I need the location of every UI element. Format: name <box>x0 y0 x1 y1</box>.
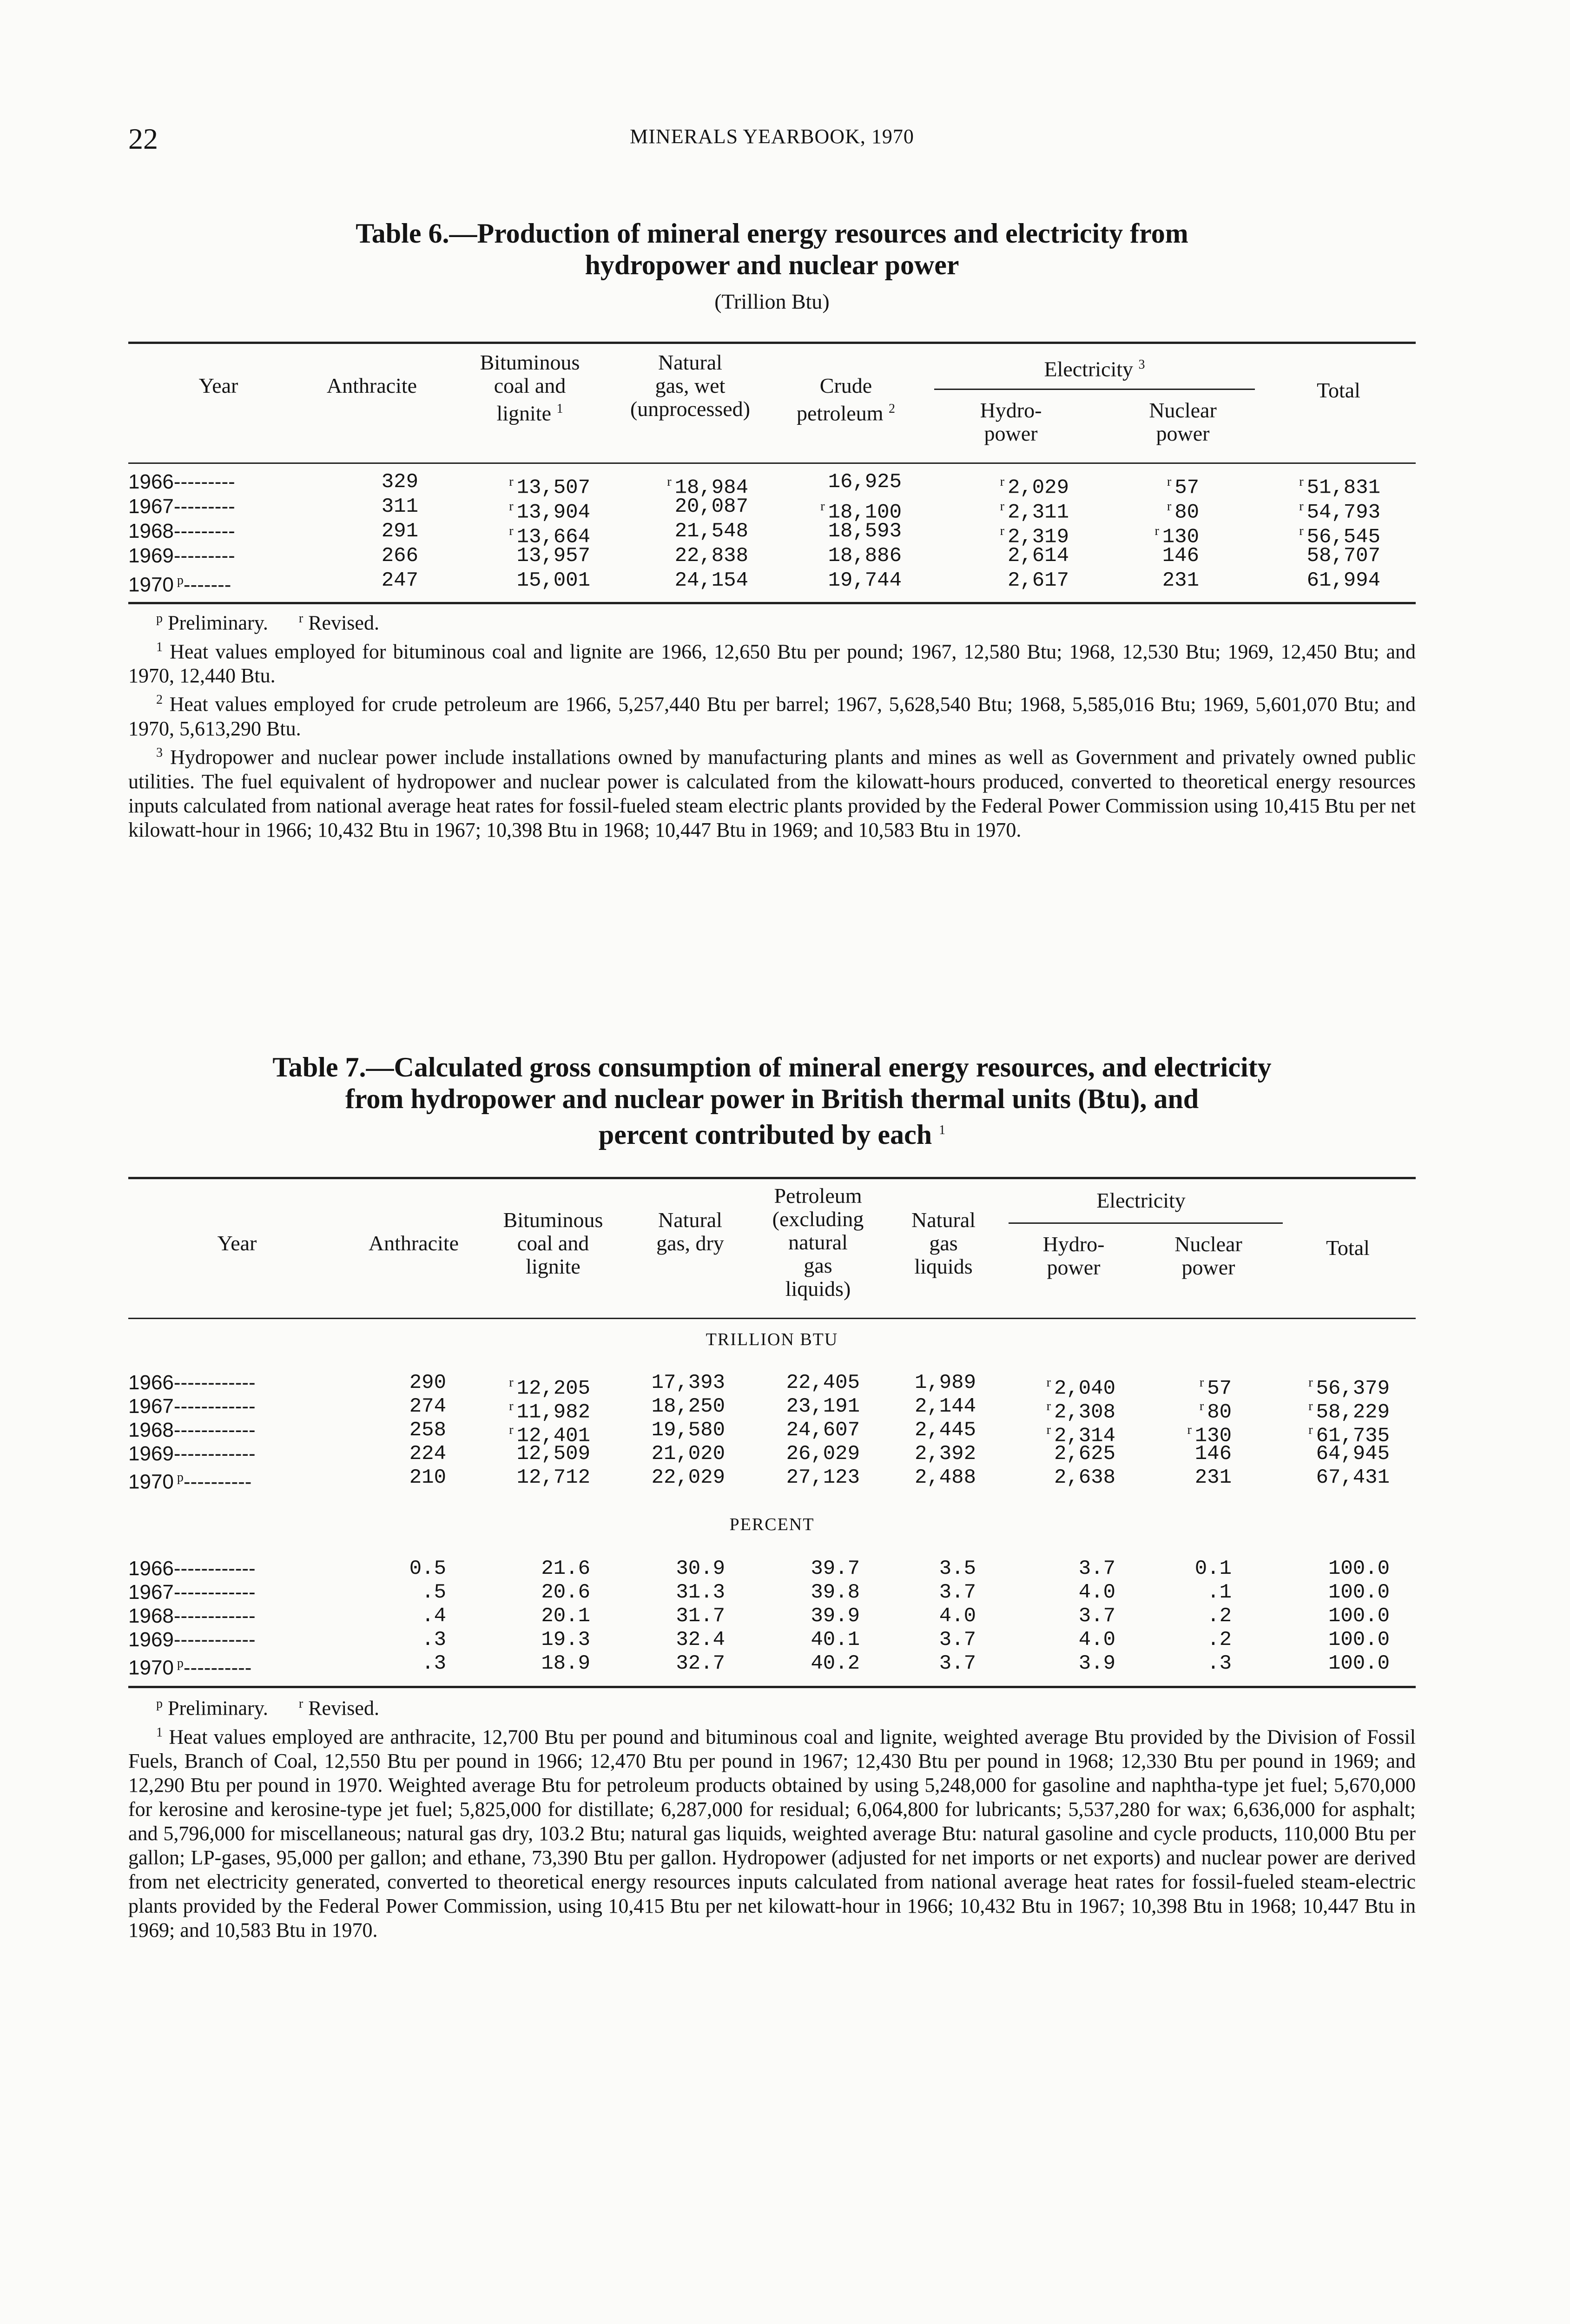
t6-cell-total: $^r$ 56,545 <box>1299 524 1380 549</box>
t7-cell-anthracite: 210 <box>409 1466 446 1489</box>
revised-mark: r <box>509 1399 517 1413</box>
t7-cell-ngl: 2,392 <box>914 1442 976 1466</box>
t7-cell-petroleum: 22,405 <box>786 1371 860 1394</box>
row-year: 1969------------ <box>128 1628 256 1651</box>
t6-cell-bituminous: $^r$ 13,507 <box>509 475 590 500</box>
row-year: 1968--------- <box>128 520 235 542</box>
t7-cell-hydro: 2,625 <box>1054 1442 1115 1466</box>
t6-col-hydro: Hydro- power <box>980 398 1042 445</box>
t6-cell-crude: 18,886 <box>828 544 902 568</box>
t7-pct-anthracite: .5 <box>422 1581 446 1604</box>
table6-unit: (Trillion Btu) <box>714 290 830 313</box>
t7-pct-hydro: 4.0 <box>1078 1581 1115 1604</box>
row-year: 1967--------- <box>128 495 235 518</box>
row-year: 1966------------ <box>128 1557 256 1580</box>
t7-pct-anthracite: .3 <box>422 1628 446 1651</box>
t6-legend: $^p$ Preliminary. $^r$ Revised. <box>156 611 379 634</box>
t6-col-year: Year <box>198 374 238 397</box>
t7-section-trillion: TRILLION BTU <box>706 1330 838 1349</box>
t6-cell-anthracite: 247 <box>381 569 418 592</box>
t7-pct-total: 100.0 <box>1328 1557 1390 1580</box>
t6-electricity-rule <box>934 389 1255 390</box>
revised-mark: r <box>1000 524 1008 538</box>
t7-pct-bituminous: 21.6 <box>541 1557 590 1580</box>
t7-pct-bituminous: 19.3 <box>541 1628 590 1651</box>
t7-cell-total: 67,431 <box>1316 1466 1390 1489</box>
t6-cell-crude: 18,593 <box>828 520 902 543</box>
t7-cell-ngl: 2,445 <box>914 1419 976 1442</box>
row-year: 1966--------- <box>128 470 235 493</box>
t7-pct-total: 100.0 <box>1328 1628 1390 1651</box>
row-year: 1969--------- <box>128 544 235 567</box>
revised-mark: r <box>1046 1375 1054 1390</box>
t7-pct-petroleum: 40.2 <box>811 1652 860 1675</box>
t6-cell-bituminous: $^r$ 13,904 <box>509 499 590 524</box>
t6-cell-bituminous: 15,001 <box>516 569 590 592</box>
row-year: 1970 $^p$---------- <box>128 1656 252 1679</box>
t7-pct-petroleum: 39.8 <box>811 1581 860 1604</box>
t7-col-nuclear: Nuclear power <box>1174 1232 1242 1279</box>
t6-note-1: $^1$ Heat values employed for bituminous coal and lignite are 1966, 12,650 Btu per pound; 1967, 12,580 Btu; 1968, 12,530 Btu; 1969, 12,450 Btu; and 1970, 12,440 Btu. <box>128 640 1416 687</box>
t6-cell-nuclear: $^r$ 57 <box>1167 475 1199 500</box>
t6-cell-hydro: 2,617 <box>1007 569 1069 592</box>
revised-mark: r <box>509 1375 517 1390</box>
t7-cell-nuclear: $^r$ 130 <box>1187 1423 1232 1448</box>
t7-pct-nuclear: .2 <box>1207 1604 1232 1628</box>
t7-cell-hydro: $^r$ 2,308 <box>1046 1399 1115 1424</box>
t7-pct-bituminous: 20.1 <box>541 1604 590 1628</box>
t7-col-natural-gas: Natural gas, dry <box>656 1208 724 1255</box>
revised-mark: r <box>1046 1399 1054 1413</box>
t6-cell-nuclear: 231 <box>1162 569 1199 592</box>
t7-cell-anthracite: 224 <box>409 1442 446 1466</box>
table6-footnotes <box>128 607 1416 842</box>
t7-cell-hydro: $^r$ 2,314 <box>1046 1423 1115 1448</box>
t7-cell-petroleum: 24,607 <box>786 1419 860 1442</box>
page-number: 22 <box>128 122 158 155</box>
t7-cell-bituminous: $^r$ 12,401 <box>509 1423 590 1448</box>
t7-cell-bituminous: 12,712 <box>516 1466 590 1489</box>
revised-mark: r <box>820 499 828 514</box>
t7-cell-nuclear: $^r$ 57 <box>1199 1375 1232 1400</box>
t7-col-ngl: Natural gas liquids <box>911 1208 976 1278</box>
running-head <box>128 122 1416 154</box>
table7-bottom-rule <box>128 1686 1416 1688</box>
revised-mark: r <box>1154 524 1162 538</box>
table7-header-rule <box>128 1318 1416 1319</box>
t7-pct-nuclear: .3 <box>1207 1652 1232 1675</box>
t7-cell-bituminous: 12,509 <box>516 1442 590 1466</box>
revised-mark: r <box>509 524 517 538</box>
t6-cell-natural-gas: $^r$ 18,984 <box>667 475 748 500</box>
t6-col-nuclear: Nuclear power <box>1149 398 1217 445</box>
revised-mark: r <box>1167 475 1175 489</box>
t7-col-petroleum: Petroleum (excluding natural gas liquids) <box>772 1184 864 1301</box>
t6-cell-total: $^r$ 54,793 <box>1299 499 1380 524</box>
t7-note-1: $^1$ Heat values employed are anthracite, 12,700 Btu per pound and bituminous coal and lignite, weighted average Btu provided by the Division of Fossil Fuels, Branch of Coal, 12,550 Btu per pound in 1966; 12,470 Btu per pound in 1967; 12,430 Btu per pound in 1968; 12,330 Btu per pound in 1969; and 12,290 Btu per pound in 1970. Weighted average Btu for petroleum products obtained by using 5,248,000 for gasoline and naphtha-type jet fuel; 5,670,000 for kerosine and kerosine-type jet fuel; 5,825,000 for distillate; 6,287,000 for residual; 6,064,800 for lubricants; 5,537,280 for wax; 6,636,000 for asphalt; and 5,796,000 for miscellaneous; natural gas dry, 103.2 Btu; natural gas liquids, weighted average Btu: natural gasoline and cycle products, 110,000 Btu per gallon; LP-gases, 95,000 per gallon; and ethane, 73,390 Btu per gallon. Hydropower (adjusted for net imports or net exports) and nuclear power are derived from net electricity generated, converted to theoretical energy resources inputs calculated from national average heat rates for fossil-fueled steam-electric plants provided by the Federal Power Commission, using 10,415 Btu per net kilowatt-hour in 1966; 10,432 Btu in 1967; 10,398 Btu in 1968; 10,447 Btu in 1969; and 10,583 Btu in 1970. <box>128 1725 1416 1942</box>
t7-pct-ngl: 3.5 <box>939 1557 976 1580</box>
t7-pct-nuclear: 0.1 <box>1194 1557 1232 1580</box>
revised-mark: r <box>1199 1399 1207 1413</box>
revised-mark: r <box>1046 1423 1054 1437</box>
t7-cell-ngl: 1,989 <box>914 1371 976 1394</box>
t7-pct-total: 100.0 <box>1328 1652 1390 1675</box>
table6-top-rule <box>128 342 1416 344</box>
revised-mark: r <box>1299 499 1307 514</box>
t7-col-electricity: Electricity <box>1096 1188 1186 1212</box>
table6-bottom-rule <box>128 602 1416 604</box>
t7-cell-ngl: 2,488 <box>914 1466 976 1489</box>
t7-pct-ngl: 3.7 <box>939 1652 976 1675</box>
table7-footnotes <box>128 1692 1416 1942</box>
running-title: MINERALS YEARBOOK, 1970 <box>630 125 914 148</box>
row-year: 1970 $^p$------- <box>128 573 231 596</box>
t7-cell-natural-gas: 22,029 <box>651 1466 725 1489</box>
t7-pct-natural-gas: 31.3 <box>676 1581 725 1604</box>
t7-col-bituminous: Bituminous coal and lignite <box>503 1208 603 1278</box>
t7-cell-natural-gas: 21,020 <box>651 1442 725 1466</box>
t6-cell-total: 61,994 <box>1306 569 1380 592</box>
row-year: 1967------------ <box>128 1395 256 1418</box>
t6-cell-crude: 19,744 <box>828 569 902 592</box>
t6-note-2: $^2$ Heat values employed for crude petroleum are 1966, 5,257,440 Btu per barrel; 1967, 5,628,540 Btu; 1968, 5,585,016 Btu; 1969, 5,601,070 Btu; and 1970, 5,613,290 Btu. <box>128 693 1416 740</box>
t7-section-percent: PERCENT <box>729 1515 815 1534</box>
t6-cell-hydro: 2,614 <box>1007 544 1069 568</box>
t7-pct-hydro: 3.9 <box>1078 1652 1115 1675</box>
t6-col-anthracite: Anthracite <box>326 374 417 397</box>
t7-pct-total: 100.0 <box>1328 1581 1390 1604</box>
t7-col-year: Year <box>217 1231 257 1255</box>
t7-cell-nuclear: 231 <box>1194 1466 1232 1489</box>
t6-cell-natural-gas: 22,838 <box>674 544 748 568</box>
t7-pct-ngl: 3.7 <box>939 1628 976 1651</box>
t6-note-3: $^3$ Hydropower and nuclear power include installations owned by manufacturing plants and mines as well as Government and privately owned public utilities. The fuel equivalent of hydropower and nuclear power is calculated from the kilowatt-hours produced, converted to theoretical energy resources inputs calculated from national average heat rates for fossil-fueled steam electric plants provided by the Federal Power Commission using 10,415 Btu per net kilowatt-hour in 1966; 10,432 Btu in 1967; 10,398 Btu in 1968; 10,447 Btu in 1969; and 10,583 Btu in 1970. <box>128 745 1416 841</box>
t7-cell-nuclear: 146 <box>1194 1442 1232 1466</box>
t7-cell-total: 64,945 <box>1316 1442 1390 1466</box>
row-year: 1970 $^p$---------- <box>128 1470 252 1493</box>
table6-title: Table 6.—Production of mineral energy resources and electricity from hydropower and nuclear power <box>356 218 1188 280</box>
t7-cell-natural-gas: 19,580 <box>651 1419 725 1442</box>
t7-pct-natural-gas: 31.7 <box>676 1604 725 1628</box>
t7-pct-nuclear: .2 <box>1207 1628 1232 1651</box>
t6-cell-anthracite: 329 <box>381 470 418 494</box>
t7-electricity-rule <box>1009 1222 1283 1224</box>
t7-pct-bituminous: 20.6 <box>541 1581 590 1604</box>
t6-cell-nuclear: $^r$ 80 <box>1167 499 1199 524</box>
row-year: 1966------------ <box>128 1371 256 1394</box>
t7-pct-anthracite: 0.5 <box>409 1557 446 1580</box>
t7-cell-natural-gas: 18,250 <box>651 1395 725 1418</box>
t7-pct-nuclear: .1 <box>1207 1581 1232 1604</box>
t7-pct-natural-gas: 32.7 <box>676 1652 725 1675</box>
table7-top-rule <box>128 1177 1416 1179</box>
t6-col-electricity: Electricity $^3$ <box>1044 357 1145 381</box>
t7-pct-natural-gas: 32.4 <box>676 1628 725 1651</box>
t7-col-total: Total <box>1326 1236 1370 1260</box>
revised-mark: r <box>1167 499 1175 514</box>
revised-mark: r <box>1299 475 1307 489</box>
revised-mark: r <box>1187 1423 1195 1437</box>
revised-mark: r <box>1308 1423 1316 1437</box>
t6-cell-bituminous: $^r$ 13,664 <box>509 524 590 549</box>
t7-cell-ngl: 2,144 <box>914 1395 976 1418</box>
table6-header-rule <box>128 462 1416 464</box>
t6-cell-crude: $^r$ 18,100 <box>820 499 902 524</box>
t7-pct-petroleum: 39.7 <box>811 1557 860 1580</box>
revised-mark: r <box>667 475 675 489</box>
t6-cell-total: 58,707 <box>1306 544 1380 568</box>
t6-cell-natural-gas: 20,087 <box>674 495 748 518</box>
t7-pct-ngl: 3.7 <box>939 1581 976 1604</box>
t6-cell-anthracite: 266 <box>381 544 418 568</box>
t6-cell-anthracite: 311 <box>381 495 418 518</box>
t6-col-natural-gas: Natural gas, wet (unprocessed) <box>630 350 750 421</box>
t7-cell-petroleum: 26,029 <box>786 1442 860 1466</box>
t7-cell-total: $^r$ 58,229 <box>1308 1399 1390 1424</box>
table7-title: Table 7.—Calculated gross consumption of mineral energy resources, and electricity from hydropower and nuclear power in British thermal units (Btu), and percent contributed by each $^1$ <box>272 1052 1272 1150</box>
revised-mark: r <box>509 499 517 514</box>
t6-cell-total: $^r$ 51,831 <box>1299 475 1380 500</box>
t7-cell-total: $^r$ 56,379 <box>1308 1375 1390 1400</box>
t6-cell-hydro: $^r$ 2,029 <box>1000 475 1069 500</box>
t7-pct-ngl: 4.0 <box>939 1604 976 1628</box>
t6-cell-anthracite: 291 <box>381 520 418 543</box>
t7-cell-petroleum: 23,191 <box>786 1395 860 1418</box>
t6-col-total: Total <box>1317 378 1360 402</box>
t7-pct-hydro: 3.7 <box>1078 1604 1115 1628</box>
t7-cell-hydro: 2,638 <box>1054 1466 1115 1489</box>
t7-pct-natural-gas: 30.9 <box>676 1557 725 1580</box>
t7-cell-nuclear: $^r$ 80 <box>1199 1399 1232 1424</box>
t6-cell-hydro: $^r$ 2,319 <box>1000 524 1069 549</box>
t6-cell-natural-gas: 24,154 <box>674 569 748 592</box>
revised-mark: r <box>1000 475 1008 489</box>
t7-cell-bituminous: $^r$ 12,205 <box>509 1375 590 1400</box>
t7-pct-petroleum: 39.9 <box>811 1604 860 1628</box>
row-year: 1969------------ <box>128 1442 256 1465</box>
t7-pct-bituminous: 18.9 <box>541 1652 590 1675</box>
t6-col-bituminous: Bituminous coal and lignite $^1$ <box>480 350 580 425</box>
t6-cell-hydro: $^r$ 2,311 <box>1000 499 1069 524</box>
row-year: 1968------------ <box>128 1419 256 1441</box>
t7-cell-total: $^r$ 61,735 <box>1308 1423 1390 1448</box>
t6-cell-bituminous: 13,957 <box>516 544 590 568</box>
t7-pct-hydro: 3.7 <box>1078 1557 1115 1580</box>
t7-cell-anthracite: 274 <box>409 1395 446 1418</box>
t6-cell-crude: 16,925 <box>828 470 902 494</box>
revised-mark: r <box>1199 1375 1207 1390</box>
t6-cell-nuclear: 146 <box>1162 544 1199 568</box>
t7-cell-natural-gas: 17,393 <box>651 1371 725 1394</box>
t7-col-hydro: Hydro- power <box>1042 1232 1105 1279</box>
t7-pct-anthracite: .3 <box>422 1652 446 1675</box>
t6-col-crude: Crude petroleum $^2$ <box>797 374 895 425</box>
t6-cell-natural-gas: 21,548 <box>674 520 748 543</box>
t7-cell-anthracite: 258 <box>409 1419 446 1442</box>
t7-pct-total: 100.0 <box>1328 1604 1390 1628</box>
revised-mark: r <box>509 475 517 489</box>
t7-cell-hydro: $^r$ 2,040 <box>1046 1375 1115 1400</box>
t7-pct-anthracite: .4 <box>422 1604 446 1628</box>
revised-mark: r <box>1308 1399 1316 1413</box>
revised-mark: r <box>509 1423 517 1437</box>
revised-mark: r <box>1000 499 1008 514</box>
t7-pct-petroleum: 40.1 <box>811 1628 860 1651</box>
t7-legend: $^p$ Preliminary. $^r$ Revised. <box>156 1697 379 1720</box>
t7-pct-hydro: 4.0 <box>1078 1628 1115 1651</box>
t7-cell-petroleum: 27,123 <box>786 1466 860 1489</box>
row-year: 1968------------ <box>128 1604 256 1627</box>
t7-cell-bituminous: $^r$ 11,982 <box>509 1399 590 1424</box>
t7-col-anthracite: Anthracite <box>368 1231 459 1255</box>
row-year: 1967------------ <box>128 1581 256 1604</box>
t6-cell-nuclear: $^r$ 130 <box>1154 524 1199 549</box>
revised-mark: r <box>1308 1375 1316 1390</box>
revised-mark: r <box>1299 524 1307 538</box>
t7-cell-anthracite: 290 <box>409 1371 446 1394</box>
